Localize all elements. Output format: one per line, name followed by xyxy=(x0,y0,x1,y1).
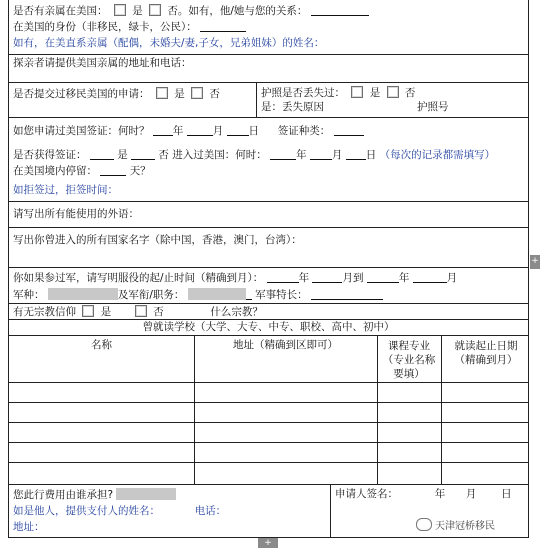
application-form xyxy=(8,0,529,538)
petition-question: 是否提交过移民美国的申请： xyxy=(13,88,150,100)
rank-underline xyxy=(246,288,252,300)
stay-duration-question: 在美国境内停留： xyxy=(13,165,97,177)
day-label: 日 xyxy=(248,125,260,137)
resize-handle-right[interactable]: + xyxy=(530,255,540,269)
visa-granted-question: 是否获得签证： xyxy=(13,149,87,161)
passport-lost-no-label: 否 xyxy=(404,87,416,99)
relatives-question: 是否有亲属在美国： xyxy=(13,5,108,17)
entry-year-label: 年 xyxy=(296,149,307,161)
record-note: （每次的记录都需填写） xyxy=(379,149,496,161)
sign-day-label: 日 xyxy=(501,488,512,500)
col-header-name: 名称 xyxy=(91,339,112,351)
visa-type-label: 签证种类： xyxy=(277,125,331,137)
visa-year-field[interactable] xyxy=(153,124,173,136)
petition-divider xyxy=(256,83,257,118)
entry-day-field[interactable] xyxy=(346,148,366,160)
relatives-no-label: 否。如有，他/她与您的关系： xyxy=(167,5,308,17)
resize-handle-bottom[interactable]: + xyxy=(258,538,278,548)
visa-day-field[interactable] xyxy=(227,124,249,136)
visitor-address-question: 探亲者请提供美国亲属的地址和电话： xyxy=(13,57,192,69)
entry-year-field[interactable] xyxy=(270,148,296,160)
relatives-section xyxy=(9,0,528,55)
branch-field[interactable] xyxy=(48,288,118,300)
passport-lost-yes-label: 是 xyxy=(369,87,381,99)
military-section xyxy=(9,268,528,304)
religion-yes-label: 是 xyxy=(100,306,112,318)
visa-granted-field[interactable] xyxy=(90,148,114,160)
relatives-yes-checkbox[interactable] xyxy=(114,4,126,16)
visa-type-field[interactable] xyxy=(334,124,364,136)
entry-day-label: 日 xyxy=(365,149,377,161)
watermark-text: 天津冠桥移民 xyxy=(435,521,495,532)
sign-year-label: 年 xyxy=(434,488,446,500)
service-end-month-field[interactable] xyxy=(413,271,447,283)
religion-no-checkbox[interactable] xyxy=(135,305,147,317)
payer-address-label: 地址： xyxy=(13,521,45,533)
col-header-major: 课程专业（专业名称要填） xyxy=(382,340,436,380)
petition-no-label: 否 xyxy=(209,88,220,100)
lost-reason-label: 是：丢失原因 xyxy=(261,101,324,113)
col-header-dates: 就读起止日期（精确到月） xyxy=(454,340,518,366)
payer-phone-label: 电话： xyxy=(194,505,227,517)
entry-month-label: 月 xyxy=(331,149,343,161)
start-year-label: 年 xyxy=(298,272,310,284)
languages-section xyxy=(9,202,528,228)
wechat-icon xyxy=(416,518,432,531)
religion-question: 有无宗教信仰 xyxy=(13,306,76,318)
languages-question: 请写出所有能使用的外语： xyxy=(13,208,139,220)
sign-month-label: 月 xyxy=(465,488,477,500)
relationship-field[interactable] xyxy=(311,4,369,16)
end-year-label: 年 xyxy=(398,272,410,284)
schools-title-row xyxy=(9,320,528,336)
entered-us-question: 否 进入过美国：何时： xyxy=(158,149,267,161)
table-row xyxy=(9,382,528,383)
table-row xyxy=(9,442,528,443)
religion-no-label: 否 xyxy=(153,306,164,318)
payer-field[interactable] xyxy=(116,488,176,500)
service-end-year-field[interactable] xyxy=(367,271,399,283)
which-religion-label: 什么宗教？ xyxy=(210,306,263,318)
relatives-no-checkbox[interactable] xyxy=(149,4,161,16)
religion-section xyxy=(9,304,528,320)
refused-question: 如拒签过，拒签时间： xyxy=(13,184,118,196)
table-row xyxy=(9,402,528,403)
petition-section xyxy=(9,83,528,118)
rank-field[interactable] xyxy=(188,288,246,300)
military-question: 你如果参过军，请写明服役的起/止时间（精确到月）： xyxy=(13,272,264,284)
days-label: 天？ xyxy=(129,165,151,177)
visa-not-granted-field[interactable] xyxy=(131,148,155,160)
petition-no-checkbox[interactable] xyxy=(191,87,203,99)
passport-lost-yes-checkbox[interactable] xyxy=(351,86,363,98)
visa-applied-question: 如您申请过美国签证：何时？ xyxy=(13,125,150,137)
entry-month-field[interactable] xyxy=(310,148,332,160)
stay-duration-field[interactable] xyxy=(100,164,126,176)
watermark xyxy=(416,517,495,532)
visa-history-section xyxy=(9,118,528,202)
start-month-label: 月到 xyxy=(342,272,364,284)
payer-question: 您此行费用由谁承担? xyxy=(13,489,114,501)
col-header-address: 地址（精确到区即可） xyxy=(233,339,338,351)
visa-granted-yes-label: 是 xyxy=(117,149,128,161)
relative-status-field[interactable] xyxy=(200,20,246,32)
year-label: 年 xyxy=(172,125,184,137)
service-start-year-field[interactable] xyxy=(267,271,299,283)
religion-yes-checkbox[interactable] xyxy=(82,305,94,317)
table-row xyxy=(9,422,528,423)
specialty-field[interactable] xyxy=(311,288,383,300)
petition-yes-checkbox[interactable] xyxy=(156,87,168,99)
table-row xyxy=(9,462,528,463)
relative-status-question: 在美国的身份（非移民，绿卡，公民）： xyxy=(13,21,197,33)
signature-label: 申请人签名： xyxy=(335,488,398,500)
schools-table xyxy=(9,336,528,485)
specialty-label: 军事特长： xyxy=(255,289,308,301)
visitor-section xyxy=(9,55,528,83)
service-start-month-field[interactable] xyxy=(312,271,342,283)
schools-title: 曾就读学校（大学、大专、中专、职校、高中、初中） xyxy=(142,321,395,333)
passport-lost-no-checkbox[interactable] xyxy=(387,86,399,98)
countries-question: 写出你曾进入的所有国家名字（除中国，香港，澳门，台湾）： xyxy=(13,234,302,246)
relatives-yes-label: 是 xyxy=(132,5,143,17)
petition-yes-label: 是 xyxy=(174,88,185,100)
signature-divider xyxy=(330,485,331,538)
end-month-label: 月 xyxy=(446,272,458,284)
branch-label: 军种： xyxy=(13,289,45,301)
passport-lost-question: 护照是否丢失过： xyxy=(261,87,345,99)
visa-month-field[interactable] xyxy=(187,124,213,136)
payer-name-question: 如是他人，提供支付人的姓名： xyxy=(13,505,160,517)
passport-number-label: 护照号 xyxy=(417,101,449,113)
direct-relatives-question: 如有，在美直系亲属（配偶，未婚夫/妻,子女，兄弟姐妹）的姓名： xyxy=(13,37,325,49)
countries-section xyxy=(9,228,528,268)
month-label: 月 xyxy=(212,125,224,137)
rank-label: 及军衔/职务： xyxy=(117,289,185,301)
